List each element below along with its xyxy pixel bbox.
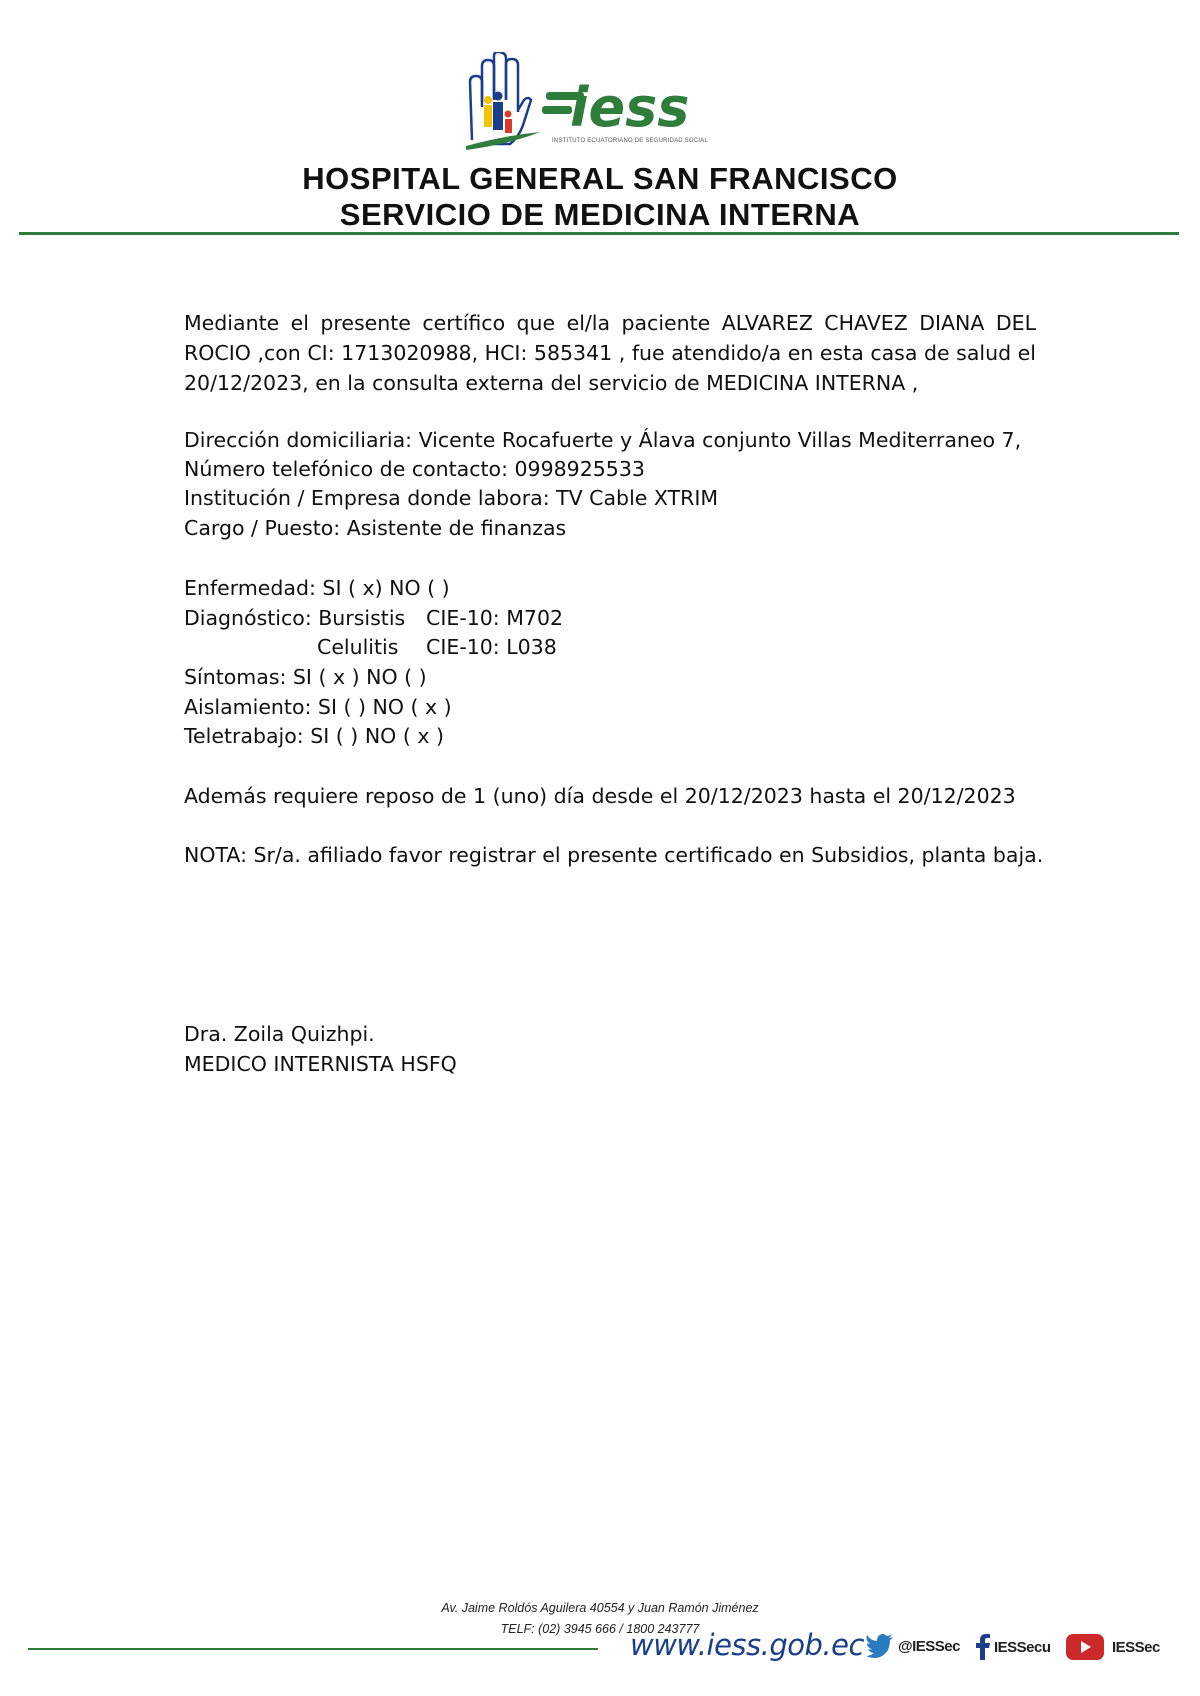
employer-line: Institución / Empresa donde labora: TV Cable XTRIM <box>184 486 719 510</box>
header-divider <box>19 232 1179 235</box>
address-line: Dirección domiciliaria: Vicente Rocafuerte y Álava conjunto Villas Mediterraneo 7, <box>184 428 1022 452</box>
telework-line: Teletrabajo: SI ( ) NO ( x ) <box>184 724 444 748</box>
youtube-channel-text: IESSec <box>1112 1638 1160 1656</box>
footer-divider <box>28 1648 598 1650</box>
facebook-page[interactable] <box>976 1634 1051 1660</box>
facebook-icon <box>976 1634 990 1660</box>
symptoms-line: Síntomas: SI ( x ) NO ( ) <box>184 665 427 689</box>
certificate-intro: Mediante el presente certífico que el/la paciente ALVAREZ CHAVEZ DIANA DEL ROCIO ,con CI: 1713020988, HCI: 585341 , fue atendido/a en esta casa de salud el 20/12/2023, en la consulta externa del servicio de MEDICINA INTERNA , <box>184 311 1036 395</box>
logo-subtitle: INSTITUTO ECUATORIANO DE SEGURIDAD SOCIAL <box>552 138 708 144</box>
website-link[interactable]: www.iess.gob.ec <box>630 1628 864 1662</box>
cie-code-1: CIE-10: M702 <box>426 606 564 630</box>
footer-phone: TELF: (02) 3945 666 / 1800 243777 <box>500 1622 700 1636</box>
facebook-page-text: IESSecu <box>994 1638 1051 1656</box>
footer-address: Av. Jaime Roldós Aguilera 40554 y Juan Ramón Jiménez <box>441 1601 759 1615</box>
position-line: Cargo / Puesto: Asistente de finanzas <box>184 516 567 540</box>
twitter-icon <box>866 1634 894 1658</box>
diagnosis-line-1: Diagnóstico: Bursistis <box>184 606 406 630</box>
youtube-channel[interactable] <box>1066 1634 1160 1660</box>
twitter-handle[interactable] <box>866 1634 960 1658</box>
diagnosis-line-2: Celulitis <box>317 635 399 659</box>
phone-line: Número telefónico de contacto: 0998925533 <box>184 457 645 481</box>
disease-line: Enfermedad: SI ( x) NO ( ) <box>184 576 450 600</box>
youtube-icon <box>1066 1634 1104 1660</box>
twitter-handle-text: @IESSec <box>898 1637 960 1655</box>
iess-logo <box>462 52 747 152</box>
doctor-title: MEDICO INTERNISTA HSFQ <box>184 1052 457 1076</box>
isolation-line: Aislamiento: SI ( ) NO ( x ) <box>184 695 452 719</box>
cie-code-2: CIE-10: L038 <box>426 635 557 659</box>
doctor-name: Dra. Zoila Quizhpi. <box>184 1022 375 1046</box>
hospital-title: HOSPITAL GENERAL SAN FRANCISCO <box>302 161 898 196</box>
note-line: NOTA: Sr/a. afiliado favor registrar el presente certificado en Subsidios, planta baja. <box>184 843 1044 867</box>
logo-wordmark: iess <box>570 76 690 139</box>
service-title: SERVICIO DE MEDICINA INTERNA <box>339 197 861 232</box>
rest-line: Además requiere reposo de 1 (uno) día desde el 20/12/2023 hasta el 20/12/2023 <box>184 784 1016 808</box>
